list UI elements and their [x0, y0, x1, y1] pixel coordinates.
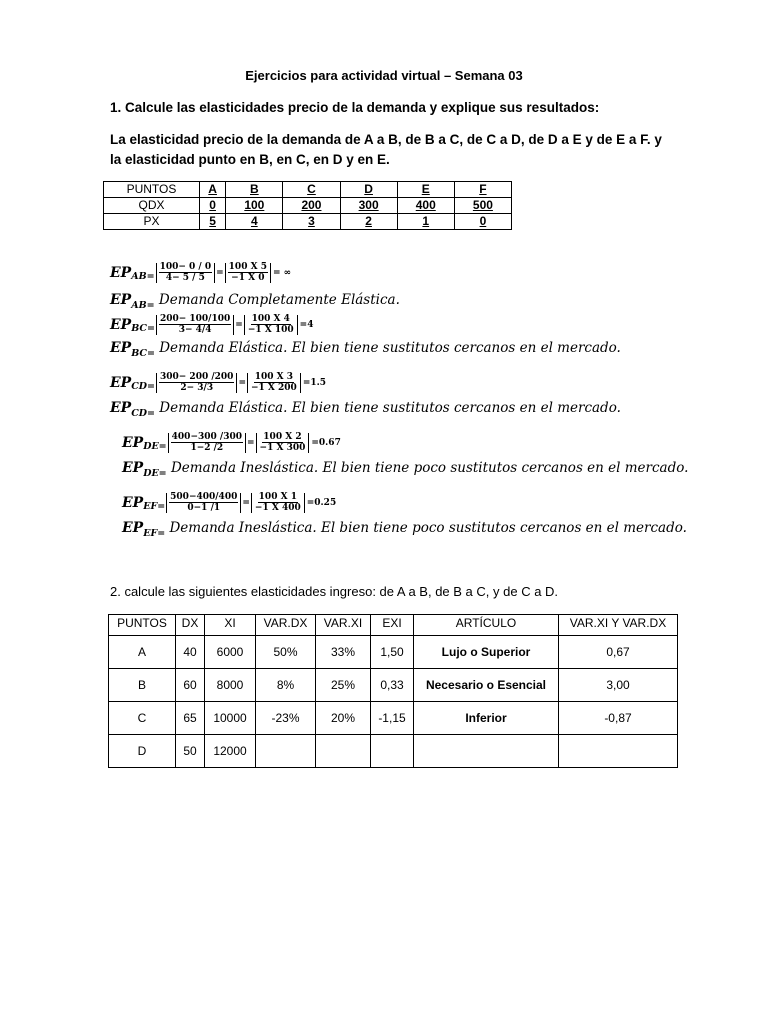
table-cell: -1,15 [371, 702, 414, 735]
ep-subscript: CD= [131, 408, 155, 419]
ep-subscript: DE= [143, 468, 167, 479]
table-header-cell: C [283, 182, 340, 198]
ep-symbol: EP [122, 494, 144, 511]
description-text: Demanda Elástica. El bien tiene sustitutos cercanos en el mercado. [159, 340, 621, 356]
table-cell: 0,67 [559, 636, 678, 669]
table-header-cell: B [226, 182, 283, 198]
equation-bc: EP BC= $\frac{200- 100/100}{3- 4/4}$ = $\frac{100 X 4}{-1 X 100}$ =4 [110, 314, 314, 335]
table-header-cell: XI [205, 615, 256, 636]
fraction [247, 314, 295, 335]
table-cell: -23% [256, 702, 316, 735]
denominator: 0−1 /1 [187, 503, 221, 513]
table-cell: QDX [104, 198, 200, 214]
question-2: 2. calcule las siguientes elasticidades ingreso: de A a B, de B a C, y de C a D. [110, 584, 559, 599]
fraction [250, 372, 298, 393]
numerator: 100− 0 / 0 [159, 262, 212, 272]
page-title: Ejercicios para actividad virtual – Semana 03 [245, 68, 523, 83]
table-cell [371, 735, 414, 768]
fraction [159, 262, 213, 283]
table-cell: Lujo o Superior [414, 636, 559, 669]
denominator: −1 X 100 [247, 325, 294, 335]
numerator: 400−300 /300 [171, 432, 242, 442]
table-cell [414, 735, 559, 768]
description-text: Demanda Ineslástica. El bien tiene poco sustitutos cercanos en el mercado. [169, 520, 687, 536]
ep-symbol: EP [122, 520, 144, 536]
table-cell: 60 [176, 669, 205, 702]
table-header-cell: VAR.XI Y VAR.DX [559, 615, 678, 636]
table-cell: 33% [316, 636, 371, 669]
table-header-cell: D [340, 182, 397, 198]
table-row [109, 735, 678, 768]
table-header-cell: VAR.DX [256, 615, 316, 636]
table-cell: 0 [454, 214, 511, 230]
fraction [228, 262, 268, 283]
table-cell [256, 735, 316, 768]
denominator: 2− 3/3 [180, 383, 214, 393]
table-cell: 8000 [205, 669, 256, 702]
denominator: −1 X 200 [250, 383, 297, 393]
table-cell: 25% [316, 669, 371, 702]
table-cell: 65 [176, 702, 205, 735]
income-elasticity-table [108, 614, 678, 768]
table-cell: 40 [176, 636, 205, 669]
table-cell: C [109, 702, 176, 735]
denominator: −1 X 400 [254, 503, 301, 513]
table-cell: A [109, 636, 176, 669]
table-row [104, 198, 512, 214]
numerator: 100 X 3 [254, 372, 294, 382]
table-header-cell: VAR.XI [316, 615, 371, 636]
equation-result: =0.25 [306, 497, 337, 508]
table-cell: B [109, 669, 176, 702]
table-cell: 20% [316, 702, 371, 735]
equation-result: =1.5 [302, 377, 327, 388]
table-cell: -0,87 [559, 702, 678, 735]
denominator: 1−2 /2 [190, 443, 224, 453]
table-cell: 50% [256, 636, 316, 669]
table-cell: 0 [200, 198, 226, 214]
denominator: 3− 4/4 [178, 325, 212, 335]
fraction [159, 372, 234, 393]
table-row [109, 636, 678, 669]
table-cell: 4 [226, 214, 283, 230]
table-header-row [109, 615, 678, 636]
table-row [109, 669, 678, 702]
ep-subscript: EF= [143, 528, 166, 539]
fraction [259, 432, 307, 453]
ep-subscript: AB= [131, 271, 155, 282]
equation-cd-description [110, 400, 621, 419]
numerator: 100 X 4 [251, 314, 290, 324]
denominator: −1 X 300 [259, 443, 306, 453]
table-cell [316, 735, 371, 768]
ep-symbol: EP [110, 292, 132, 308]
price-quantity-table [103, 181, 512, 230]
table-cell: 200 [283, 198, 340, 214]
equation-ef-description [122, 520, 687, 539]
numerator: 100 X 5 [228, 262, 267, 272]
equation-result: =4 [299, 319, 314, 330]
ep-symbol: EP [122, 434, 144, 451]
table-header-cell: ARTÍCULO [414, 615, 559, 636]
fraction [171, 432, 243, 453]
equation-ef: EP EF= $\frac{500-400/400}{0-1 /1}$ = $\frac{100 X 1}{-1 X 400}$ =0.25 [122, 492, 337, 513]
ep-subscript: BC= [131, 323, 155, 334]
table-cell: 1 [397, 214, 454, 230]
ep-subscript: CD= [131, 381, 155, 392]
table-cell: 8% [256, 669, 316, 702]
table-row [104, 214, 512, 230]
description-text: Demanda Completamente Elástica. [158, 292, 400, 308]
table-cell: 100 [226, 198, 283, 214]
equation-ab: EP AB= $\frac{100- 0 / 0}{4- 5 / 5}$ = $\frac{100 X 5}{-1 X 0}$ = ∞ [110, 262, 292, 283]
table-header-cell: E [397, 182, 454, 198]
equation-result: = ∞ [272, 267, 292, 278]
ep-subscript: DE= [143, 441, 167, 452]
table-cell: 3 [283, 214, 340, 230]
table-header-cell: PUNTOS [109, 615, 176, 636]
table-header-cell: F [454, 182, 511, 198]
ep-subscript: AB= [131, 300, 155, 311]
description-text: Demanda Ineslástica. El bien tiene poco sustitutos cercanos en el mercado. [170, 460, 689, 476]
equation-bc-description [110, 340, 621, 359]
table-cell: 10000 [205, 702, 256, 735]
fraction [159, 314, 231, 335]
ep-symbol: EP [110, 374, 132, 391]
table-cell: 0,33 [371, 669, 414, 702]
fraction [254, 492, 302, 513]
ep-symbol: EP [110, 264, 132, 281]
table-cell: Inferior [414, 702, 559, 735]
table-cell: 1,50 [371, 636, 414, 669]
numerator: 200− 100/100 [159, 314, 231, 324]
table-cell: PX [104, 214, 200, 230]
numerator: 500−400/400 [170, 492, 238, 502]
numerator: 300− 200 /200 [159, 372, 234, 382]
numerator: 100 X 2 [263, 432, 302, 442]
table-row [109, 702, 678, 735]
table-cell: 400 [397, 198, 454, 214]
table-cell: 5 [200, 214, 226, 230]
table-cell: D [109, 735, 176, 768]
denominator: −1 X 0 [231, 273, 265, 283]
ep-symbol: EP [110, 400, 132, 416]
table-header-cell: DX [176, 615, 205, 636]
ep-symbol: EP [110, 340, 132, 356]
table-cell: 500 [454, 198, 511, 214]
fraction [169, 492, 238, 513]
ep-subscript: BC= [131, 348, 155, 359]
table-header-row [104, 182, 512, 198]
question-1: 1. Calcule las elasticidades precio de la demanda y explique sus resultados: [110, 100, 600, 115]
table-cell: 50 [176, 735, 205, 768]
denominator: 4− 5 / 5 [165, 273, 205, 283]
table-cell: Necesario o Esencial [414, 669, 559, 702]
equation-de-description [122, 460, 689, 479]
ep-symbol: EP [122, 460, 144, 476]
question-1-intro: La elasticidad precio de la demanda de A a B, de B a C, de C a D, de D a E y de E a F. y la elasticidad punto en B, en C, en D y en E. [110, 132, 662, 167]
numerator: 100 X 1 [258, 492, 297, 502]
table-cell: 300 [340, 198, 397, 214]
ep-symbol: EP [110, 316, 132, 333]
equation-result: =0.67 [311, 437, 341, 448]
description-text: Demanda Elástica. El bien tiene sustitutos cercanos en el mercado. [159, 400, 621, 416]
table-header-cell: A [200, 182, 226, 198]
equation-cd: EP CD= $\frac{300- 200 /200}{2- 3/3}$ = $\frac{100 X 3}{-1 X 200}$ =1.5 [110, 372, 327, 393]
table-cell: 12000 [205, 735, 256, 768]
table-header-cell: EXI [371, 615, 414, 636]
ep-subscript: EF= [143, 501, 166, 512]
equation-ab-description [110, 292, 400, 311]
table-cell [559, 735, 678, 768]
table-header-cell: PUNTOS [104, 182, 200, 198]
equation-de: EP DE= $\frac{400-300 /300}{1-2 /2}$ = $\frac{100 X 2}{-1 X 300}$ =0.67 [122, 432, 341, 453]
table-cell: 2 [340, 214, 397, 230]
table-cell: 3,00 [559, 669, 678, 702]
table-cell: 6000 [205, 636, 256, 669]
